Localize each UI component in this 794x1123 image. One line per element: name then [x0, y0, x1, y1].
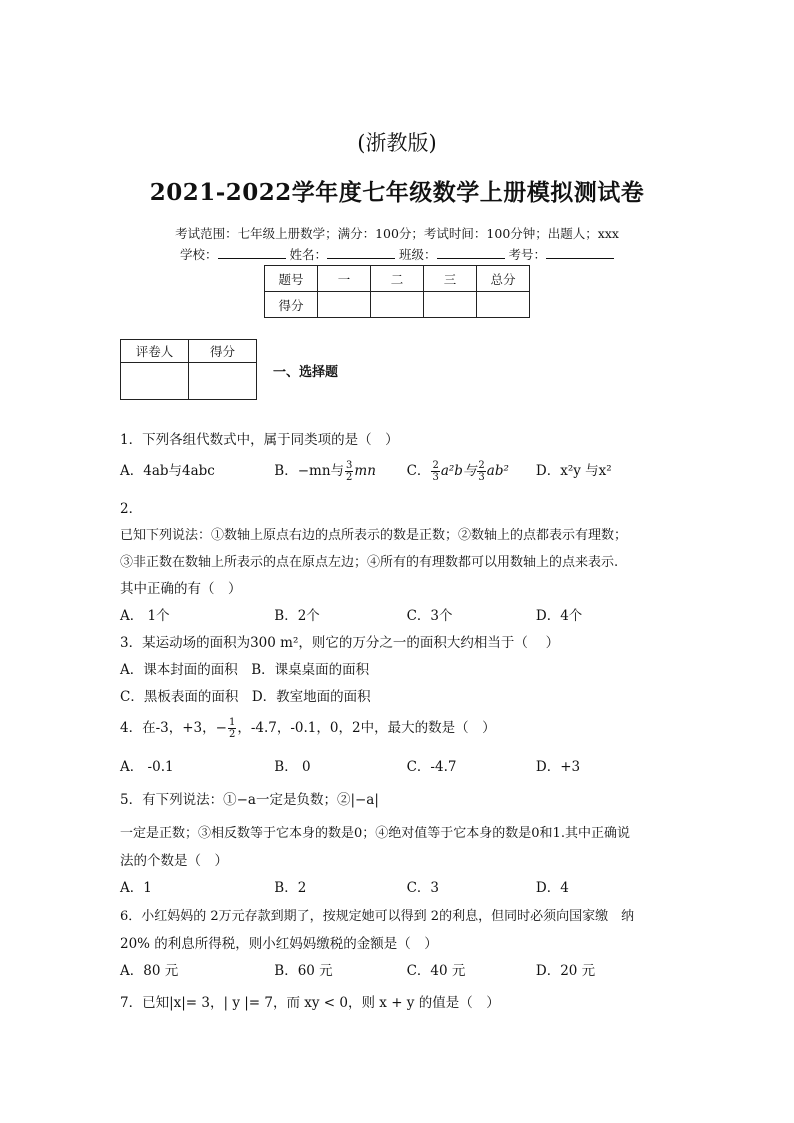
reviewer-header-cell: 得分	[189, 340, 257, 363]
score-header-cell: 总分	[477, 266, 530, 292]
score-header-cell: 一	[318, 266, 371, 292]
school-blank	[218, 246, 286, 259]
school-label: 学校：	[179, 247, 218, 262]
q1-options	[120, 459, 612, 483]
q5-options	[120, 876, 569, 896]
q3-options-ab: A．课本封面的面积 B．课桌桌面的面积	[120, 662, 370, 678]
q6-option-b: B．60 元	[274, 963, 333, 979]
q5-option-c: C．3	[406, 880, 440, 896]
q6-line2: 20% 的利息所得税，则小红妈妈缴税的金额是（ ）	[120, 936, 438, 952]
q2-options	[120, 604, 582, 624]
q2-option-a: A． 1个	[120, 608, 170, 624]
q1-option-d: D．x²y 与x²	[535, 463, 612, 479]
exam-edition: (浙教版)	[357, 131, 437, 155]
q4-stem: 4．在-3，+3，− $\frac{1}{2}$ ，-4.7，-0.1，0，2中，最大的数是（ ）	[120, 717, 496, 740]
score-table	[264, 265, 530, 318]
score-header-cell: 二	[371, 266, 424, 292]
score-header-cell: 三	[424, 266, 477, 292]
name-label: 姓名：	[289, 247, 327, 262]
reviewer-header-cell: 评卷人	[121, 340, 189, 363]
q1-option-a: A．4ab与4abc	[120, 463, 215, 479]
q6-option-c: C．40 元	[406, 963, 466, 979]
q6-options	[120, 959, 595, 979]
score-cell	[424, 292, 477, 318]
score-table-score-row	[265, 292, 530, 318]
exam-title: 2021-2022学年度七年级数学上册模拟测试卷	[149, 179, 645, 206]
q6-line1: 6．小红妈妈的 2万元存款到期了，按规定她可以得到 2的利息，但同时必须向国家缴 纳	[120, 909, 635, 924]
class-label: 班级：	[398, 247, 437, 262]
score-cell	[371, 292, 424, 318]
q5-line3: 法的个数是（ ）	[120, 853, 228, 869]
class-blank	[437, 246, 505, 259]
q5-option-d: D．4	[535, 880, 569, 896]
q6-option-d: D．20 元	[535, 963, 596, 979]
score-cell	[318, 292, 371, 318]
q7-stem: 7．已知|x|= 3，| y |= 7，而 xy < 0，则 x + y 的值是（ ）	[120, 995, 500, 1011]
q1-option-c: C． $\frac{2}{3}$ a²b与 $\frac{2}{3}$ ab²	[406, 460, 509, 483]
reviewer-cell	[189, 363, 257, 400]
section-title: 一、选择题	[273, 365, 339, 380]
reviewer-header-row	[121, 340, 257, 363]
q2-option-b: B．2个	[274, 608, 320, 624]
q1-option-b: B．−mn与 $\frac{3}{2}$ mn	[274, 460, 376, 483]
reviewer-cell	[121, 363, 189, 400]
q4-options	[120, 755, 580, 775]
q4-option-d: D．+3	[535, 759, 581, 775]
q5-option-b: B．2	[274, 880, 307, 896]
score-table-header-row	[265, 266, 530, 292]
q2-option-d: D．4个	[535, 608, 583, 624]
number-blank	[546, 246, 614, 259]
name-blank	[327, 246, 395, 259]
q5-option-a: A．1	[120, 880, 152, 896]
reviewer-table	[120, 339, 257, 400]
q6-option-a: A．80 元	[120, 963, 179, 979]
score-header-cell: 题号	[265, 266, 318, 292]
reviewer-blank-row	[121, 363, 257, 400]
q2-line2: ③非正数在数轴上所表示的点在原点左边；④所有的有理数都可以用数轴上的点来表示.	[120, 555, 619, 570]
q1-stem: 1．下列各组代数式中，属于同类项的是（ ）	[120, 432, 399, 448]
q3-options-cd: C．黑板表面的面积 D．教室地面的面积	[120, 689, 371, 705]
q2-number: 2．	[120, 501, 143, 517]
q4-option-c: C．-4.7	[406, 759, 457, 775]
score-row-label: 得分	[265, 292, 318, 318]
q5-line1: 5．有下列说法：①−a一定是负数；②|−a|	[120, 792, 379, 808]
student-info-line	[0, 245, 794, 263]
q4-option-a: A． -0.1	[120, 759, 174, 775]
score-cell	[477, 292, 530, 318]
q5-line2: 一定是正数；③相反数等于它本身的数是0；④绝对值等于它本身的数是0和1.其中正确说	[120, 826, 630, 841]
q3-stem: 3．某运动场的面积为300 m²，则它的万分之一的面积大约相当于（ ）	[120, 635, 560, 651]
exam-info-line: 考试范围：七年级上册数学；满分：100分；考试时间：100分钟；出题人；xxx	[175, 226, 619, 241]
q2-line1: 已知下列说法：①数轴上原点右边的点所表示的数是正数；②数轴上的点都表示有理数；	[120, 528, 628, 543]
q2-line3: 其中正确的有（ ）	[120, 581, 242, 597]
number-label: 考号：	[508, 247, 546, 262]
q4-option-b: B． 0	[274, 759, 311, 775]
q2-option-c: C．3个	[406, 608, 453, 624]
